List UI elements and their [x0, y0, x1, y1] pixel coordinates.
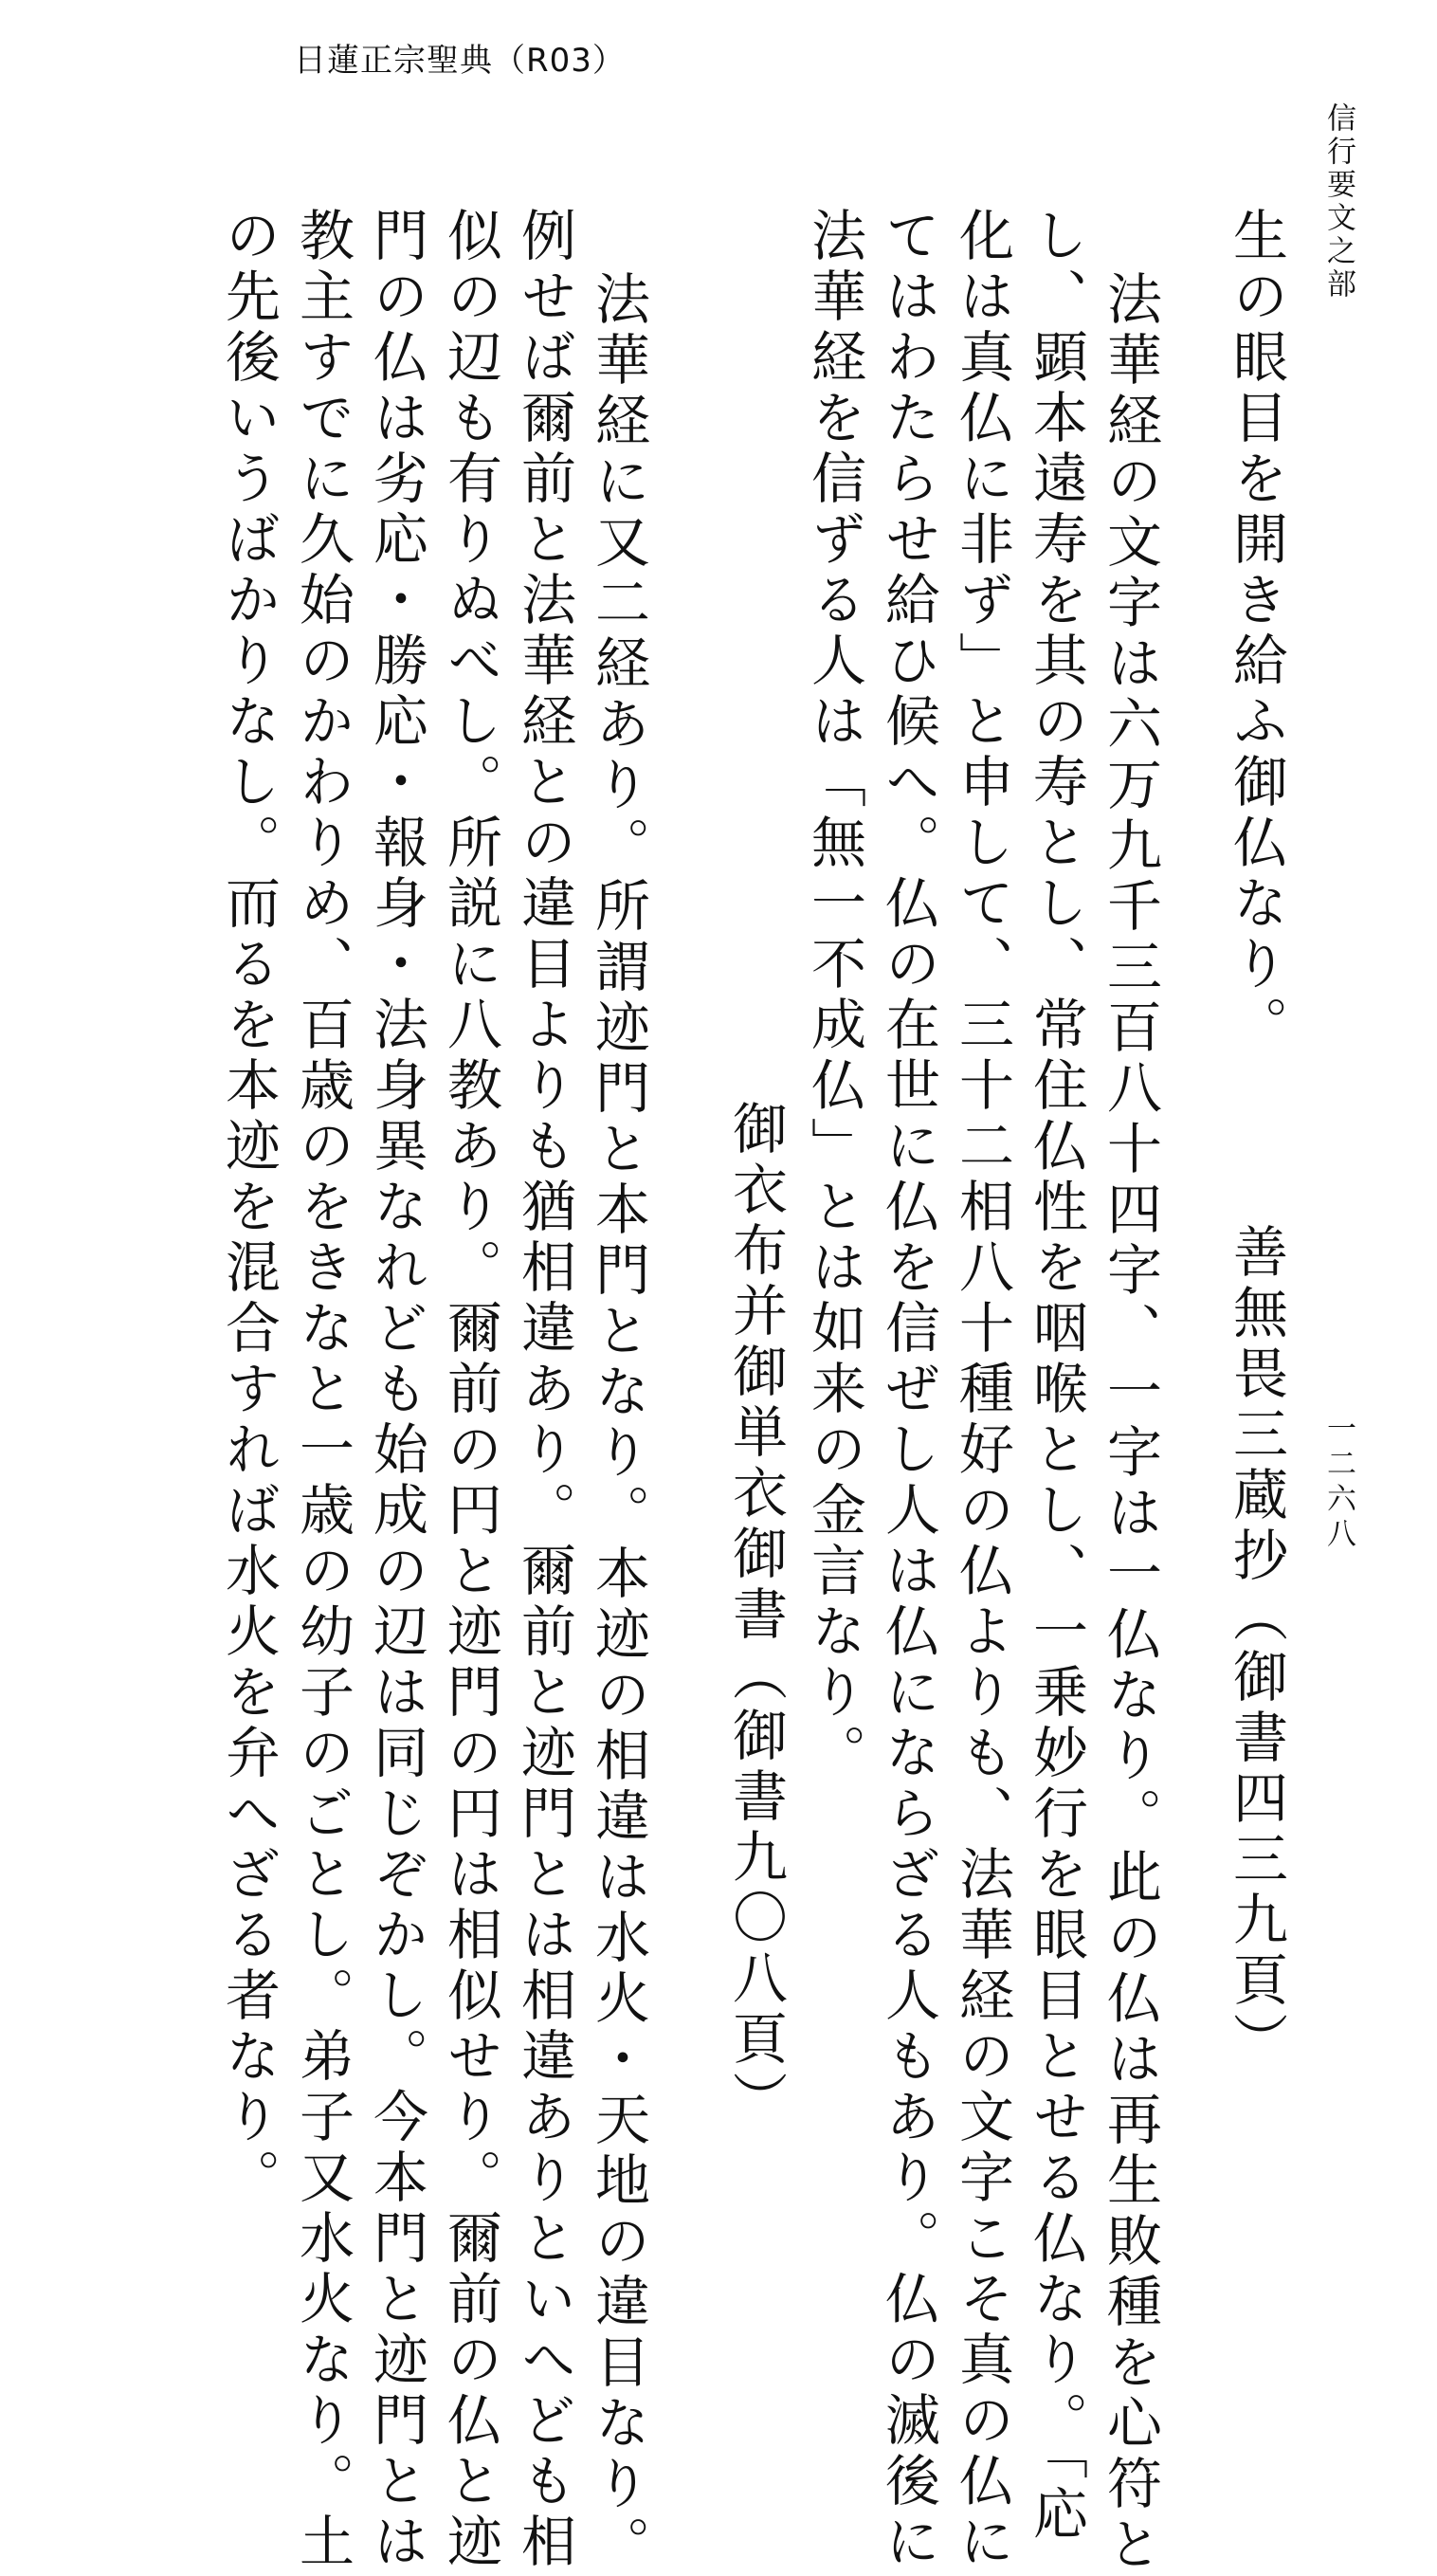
running-head: 信行要文之部	[1321, 102, 1355, 301]
text-line: てはわたらせ給ひ候へ。仏の在世に仏を信ぜし人は仏にならざる人もあり。仏の滅後に	[876, 207, 940, 2573]
text-line: 法華経の文字は六万九千三百八十四字、一字は一仏なり。此の仏は再生敗種を心符と	[1098, 270, 1162, 2576]
source-citation: 御衣布并御単衣御書（御書九〇八頁）	[723, 1100, 788, 2131]
page-number: 一二六八	[1321, 1413, 1355, 1553]
text-line: 生の眼目を開き給ふ御仏なり。	[1224, 207, 1288, 1056]
text-line: 似の辺も有りぬべし。所説に八教あり。爾前の円と迹門の円は相似せり。爾前の仏と迹	[438, 207, 502, 2573]
text-line: 教主すでに久始のかわりめ、百歳のをきなと一歳の幼子のごとし。弟子又水火なり。土	[290, 207, 355, 2573]
text-line: し、顕本遠寿を其の寿とし、常住仏性を咽喉とし、一乗妙行を眼目とせる仏なり。「応	[1024, 207, 1088, 2546]
text-line: 法華経に又二経あり。所謂迹門と本門となり。本迹の相違は水火・天地の違目なり。	[586, 270, 650, 2576]
header-title: 日蓮正宗聖典（R03）	[294, 42, 626, 80]
source-citation: 善無畏三蔵抄（御書四三九頁）	[1224, 1223, 1288, 2073]
text-line: 化は真仏に非ず」と申して、三十二相八十種好の仏よりも、法華経の文字こそ真の仏に	[950, 207, 1014, 2573]
text-line: 例せば爾前と法華経との違目よりも猶相違あり。爾前と迹門とは相違ありといへども相	[512, 207, 576, 2573]
text-line: 法華経を信ずる人は「無一不成仏」とは如来の金言なり。	[802, 207, 866, 1784]
text-line: 門の仏は劣応・勝応・報身・法身異なれども始成の辺は同じぞかし。今本門と迹門とは	[364, 207, 428, 2573]
text-line: の先後いうばかりなし。而るを本迹を混合すれば水火を弁へざる者なり。	[216, 207, 281, 2209]
